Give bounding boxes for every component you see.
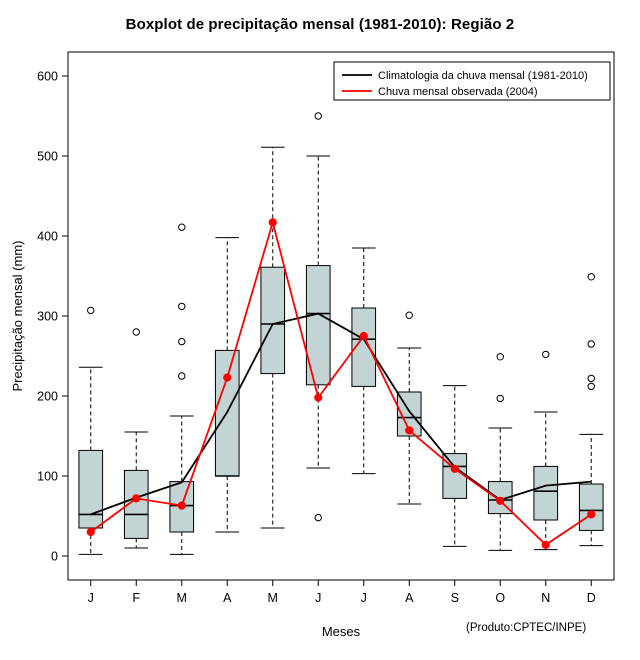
legend <box>334 62 610 100</box>
boxplot-box <box>579 274 603 546</box>
y-tick-label: 100 <box>37 469 58 484</box>
series-line-2 <box>91 222 592 544</box>
x-tick-label: D <box>586 591 596 605</box>
series-point <box>588 511 595 518</box>
outlier-point <box>179 224 185 230</box>
outlier-point <box>497 354 503 360</box>
boxplot-box <box>534 351 558 549</box>
y-tick-label: 300 <box>37 309 58 324</box>
y-tick-label: 200 <box>37 389 58 404</box>
x-tick-label: A <box>223 591 232 605</box>
box-rect <box>79 450 103 528</box>
series-point <box>87 528 94 535</box>
x-tick-label: A <box>405 591 414 605</box>
outlier-point <box>133 329 139 335</box>
box-rect <box>261 267 285 373</box>
legend-label: Climatologia da chuva mensal (1981-2010) <box>378 70 588 82</box>
y-tick-label: 400 <box>37 229 58 244</box>
outlier-point <box>588 341 594 347</box>
x-tick-label: O <box>495 591 506 605</box>
boxplot-box <box>306 113 330 521</box>
outlier-point <box>588 274 594 280</box>
outlier-point <box>588 383 594 389</box>
box-rect <box>579 484 603 530</box>
box-rect <box>534 466 558 520</box>
outlier-point <box>315 113 321 119</box>
boxplot-box <box>352 248 376 474</box>
outlier-point <box>179 338 185 344</box>
boxplot-box <box>488 354 512 551</box>
series-point <box>406 427 413 434</box>
x-tick-label: M <box>267 591 278 605</box>
outlier-point <box>497 395 503 401</box>
x-tick-label: S <box>450 591 459 605</box>
outlier-point <box>543 351 549 357</box>
x-tick-label: M <box>176 591 187 605</box>
series-point <box>224 374 231 381</box>
series-point <box>360 332 367 339</box>
series-point <box>451 465 458 472</box>
boxplot-box <box>79 307 103 554</box>
series-line-1 <box>91 314 592 515</box>
y-tick-label: 600 <box>37 69 58 84</box>
boxplot-box <box>215 238 239 532</box>
outlier-point <box>588 375 594 381</box>
outlier-point <box>179 303 185 309</box>
series-point <box>315 394 322 401</box>
x-tick-label: N <box>541 591 551 605</box>
outlier-point <box>406 312 412 318</box>
credit-label: (Produto:CPTEC/INPE) <box>466 622 587 634</box>
boxplot-box <box>397 312 421 504</box>
x-tick-label: F <box>132 591 141 605</box>
x-axis-title: Meses <box>321 624 361 639</box>
outlier-point <box>88 307 94 313</box>
legend-label: Chuva mensal observada (2004) <box>378 86 538 98</box>
x-tick-label: J <box>315 591 322 605</box>
boxplot-box <box>124 329 148 548</box>
x-tick-label: J <box>360 591 367 605</box>
outlier-point <box>179 373 185 379</box>
series-point <box>269 219 276 226</box>
series-point <box>542 541 549 548</box>
box-rect <box>443 454 467 499</box>
y-axis-title: Precipitação mensal (mm) <box>10 240 25 392</box>
outlier-point <box>315 514 321 520</box>
series-point <box>178 502 185 509</box>
x-tick-label: J <box>87 591 94 605</box>
series-point <box>497 497 504 504</box>
y-tick-label: 500 <box>37 149 58 164</box>
y-tick-label: 0 <box>51 549 58 564</box>
series-point <box>133 495 140 502</box>
boxplot-box <box>261 147 285 528</box>
page-title: Boxplot de precipitação mensal (1981-2010): Região 2 <box>125 16 515 33</box>
